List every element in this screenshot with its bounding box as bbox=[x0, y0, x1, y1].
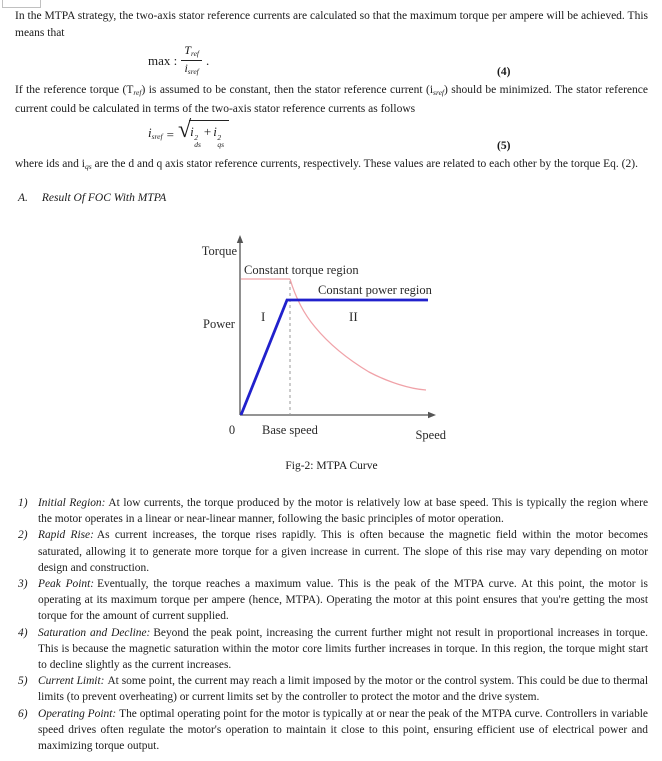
list-item bbox=[15, 673, 648, 705]
list-item-text: At some point, the current may reach a limit imposed by the motor or the control system. This could be due to thermal limits (to prevent overheating) or current limits set by the controller to protect the motor and the drive system. bbox=[38, 675, 648, 704]
list-item bbox=[15, 576, 648, 625]
list-item-text: As current increases, the torque rises rapidly. This is often because the magnetic field within the motor becomes saturated, allowing it to generate more torque for a given increase in current. The slope of this rise may vary depending on motor design and construction. bbox=[38, 529, 648, 574]
page-corner-artifact bbox=[2, 0, 41, 8]
figure-mtpa-curve bbox=[15, 233, 648, 445]
list-item-text: Beyond the peak point, increasing the current further might not result in proportional increases in torque. This is because the magnetic saturation within the motor core limits further increases in torque. In this region, the torque might start to decline slightly as the current increases. bbox=[38, 626, 648, 672]
equation-4-period: . bbox=[206, 52, 210, 68]
equation-4-fraction bbox=[181, 44, 202, 76]
list-item bbox=[15, 495, 648, 527]
paragraph-intro-text: In the MTPA strategy, the two-axis stator reference currents are calculated so that the maximum torque per ampere will be achieved. This means that bbox=[15, 10, 648, 39]
numerator-base: T bbox=[184, 43, 191, 57]
list-item-lead: Current Limit: bbox=[38, 675, 105, 688]
term1-supsub bbox=[194, 134, 201, 148]
equation-4-row bbox=[15, 42, 648, 82]
constant-torque-region-label: Constant torque region bbox=[244, 263, 359, 277]
equation-5-row bbox=[15, 118, 648, 156]
list-item-text: The optimal operating point for the motor is typically at or near the peak of the MTPA curve. Controllers in variable speed drives often regulate the motor's operation to maintain it close to this point, ensuring efficient use of electrical power and maximizing torque output. bbox=[38, 707, 648, 753]
paragraph-segment: ) should be minimized. The stator reference current could be calculated in terms of the two-axis stator reference currents as follows bbox=[15, 84, 648, 115]
list-item-body bbox=[38, 675, 648, 703]
list-item-number: 3) bbox=[18, 578, 28, 591]
list-item-text: At low currents, the torque produced by the motor is relatively low at base speed. This is typically the region where the motor operates in a linear or near-linear manner, following the basic principles of motor operation. bbox=[38, 497, 648, 526]
paragraph-intro bbox=[15, 8, 648, 42]
numerator-subscript: ref bbox=[190, 49, 199, 58]
term1-base: i bbox=[190, 124, 194, 139]
list-item-number: 6) bbox=[18, 707, 28, 720]
list-item-text: Eventually, the torque reaches a maximum value. This is the peak of the MTPA curve. At this point, the motor is operating at its maximum torque per ampere (hence, MTPA). Operating the motor at this point ensures that you're getting the most torque for the amount of current supplied. bbox=[38, 578, 648, 623]
list-item-number: 5) bbox=[18, 675, 28, 688]
origin-label: 0 bbox=[228, 423, 236, 437]
denominator-subscript: sref bbox=[187, 66, 199, 76]
term2-superscript: 2 bbox=[217, 133, 222, 142]
list-item-number: 4) bbox=[18, 626, 28, 639]
list-item-lead: Initial Region: bbox=[38, 497, 106, 509]
list-item-lead: Rapid Rise: bbox=[38, 529, 94, 542]
inline-subscript: sref bbox=[433, 88, 445, 97]
radical-sign: √ bbox=[177, 117, 192, 143]
section-heading bbox=[15, 190, 648, 207]
list-item-body bbox=[38, 529, 648, 573]
term2-subscript: qs bbox=[217, 140, 225, 149]
term1-superscript: 2 bbox=[194, 133, 198, 142]
list-item-body bbox=[38, 497, 648, 525]
paragraph-where bbox=[15, 156, 648, 175]
equation-5-number: (5) bbox=[497, 140, 511, 152]
equation-4-numerator bbox=[181, 44, 202, 61]
power-curve bbox=[241, 300, 428, 415]
plus-sign: + bbox=[203, 124, 212, 139]
lhs-subscript: sref bbox=[151, 131, 163, 141]
torque-axis-label: Torque bbox=[201, 244, 237, 258]
paragraph-segment: ) is assumed to be constant, then the stator reference current (i bbox=[141, 84, 434, 96]
figure-caption bbox=[15, 458, 648, 475]
region-two-numeral: II bbox=[349, 309, 358, 324]
section-heading-label: A. bbox=[18, 192, 28, 204]
square-root bbox=[177, 117, 229, 149]
term1-subscript: ds bbox=[194, 140, 201, 149]
section-heading-title: Result Of FOC With MTPA bbox=[41, 192, 167, 204]
list-item bbox=[15, 625, 648, 674]
list-item bbox=[15, 706, 648, 755]
x-axis-arrow-icon bbox=[428, 412, 436, 418]
list-item-number: 1) bbox=[18, 497, 28, 509]
figure-caption-text: Fig-2: MTPA Curve bbox=[285, 460, 378, 472]
paragraph-reference-torque bbox=[15, 82, 648, 118]
inline-subscript: qs bbox=[84, 162, 92, 171]
radicand bbox=[189, 120, 229, 148]
list-item-lead: Saturation and Decline: bbox=[38, 626, 151, 639]
y-axis-arrow-icon bbox=[237, 235, 243, 243]
list-item-body bbox=[38, 708, 648, 752]
list-item-lead: Peak Point: bbox=[38, 578, 95, 591]
list-item-lead: Operating Point: bbox=[38, 707, 117, 720]
list-item-body bbox=[38, 627, 648, 671]
lhs-base: i bbox=[148, 124, 152, 140]
list-item-number: 2) bbox=[18, 529, 28, 542]
term2-supsub bbox=[217, 134, 224, 148]
speed-axis-label: Speed bbox=[415, 428, 446, 442]
mtpa-chart-svg bbox=[190, 233, 452, 445]
power-axis-label: Power bbox=[203, 317, 235, 331]
numbered-list bbox=[15, 495, 648, 754]
constant-power-region-label: Constant power region bbox=[318, 283, 432, 297]
inline-subscript: ref bbox=[133, 88, 142, 97]
equation-4-denominator bbox=[181, 61, 202, 77]
denominator-base: i bbox=[184, 60, 188, 75]
base-speed-label: Base speed bbox=[262, 423, 318, 437]
list-item-body bbox=[38, 578, 648, 622]
term2-base: i bbox=[213, 124, 217, 139]
list-item bbox=[15, 527, 648, 576]
region-one-numeral: I bbox=[261, 309, 266, 324]
equation-4 bbox=[148, 44, 209, 76]
equation-4-operator: max : bbox=[148, 52, 178, 68]
equals-sign: = bbox=[166, 126, 174, 142]
paragraph-segment: are the d and q axis stator reference currents, respectively. These values are related to each other by the torque Eq. (2). bbox=[91, 158, 638, 170]
equation-5-lhs bbox=[148, 124, 163, 145]
paragraph-segment: where ids and i bbox=[15, 158, 85, 170]
equation-5 bbox=[148, 117, 229, 149]
equation-4-number: (4) bbox=[497, 66, 511, 78]
paragraph-segment: If the reference torque (T bbox=[15, 84, 134, 96]
